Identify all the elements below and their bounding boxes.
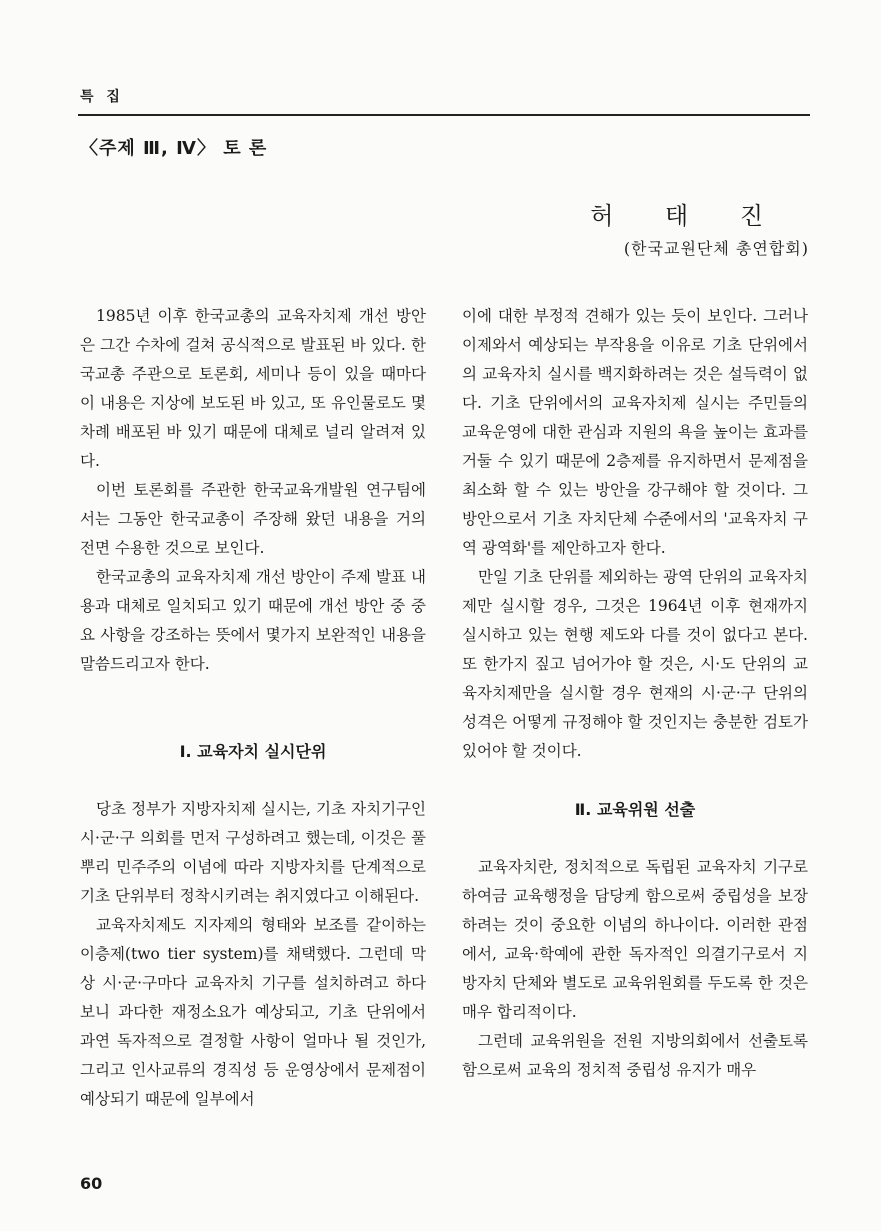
section-heading: Ⅰ. 교육자치 실시단위 [179,742,327,761]
paragraph: 교육자치제도 지자제의 형태와 보조를 같이하는 이층제(two tier system)를 채택했다. 그런데 막상 시·군·구마다 교육자치 기구를 설치하려고 하다보니 과다한 재정소요가 예상되고, 기초 단위에서 과연 독자적으로 결정할 사항이 얼마나 될 것인가, 그리고 인사교류의 경직성 등 운영상에서 문제점이 예상되기 때문에 일부에서 [80,916,426,1108]
paragraph: 만일 기초 단위를 제외하는 광역 단위의 교육자치제만 실시할 경우, 그것은 1964년 이후 현재까지 실시하고 있는 현행 제도와 다를 것이 없다고 본다. 또 한가지 짚고 넘어가야 할 것은, 시·도 단위의 교육자치제만을 실시할 경우 현재의 시·군·구 단위의 성격은 어떻게 규정해야 할 것인지는 충분한 검토가 있어야 할 것이다. [462,568,808,760]
author-affiliation: (한국교원단체 총연합회) [623,239,809,258]
topic-title: 〈주제 Ⅲ, Ⅳ〉 토 론 [80,138,268,159]
paragraph: 당초 정부가 지방자치제 실시는, 기초 자치기구인 시·군·구 의회를 먼저 구성하려고 했는데, 이것은 풀뿌리 민주주의 이념에 따라 지방자치를 단계적으로 기초 단위부터 정착시키려는 취지였다고 이해된다. [80,800,426,905]
paragraph: 1985년 이후 한국교총의 교육자치제 개선 방안은 그간 수차에 걸쳐 공식적으로 발표된 바 있다. 한국교총 주관으로 토론회, 세미나 등이 있을 때마다 이 내용은 지상에 보도된 바 있고, 또 유인물로도 몇 차례 배포된 바 있기 때문에 대체로 널리 알려져 있다. [80,307,426,470]
section-tag: 특 집 [80,89,124,105]
spacer [80,679,426,708]
paragraph: 교육자치란, 정치적으로 독립된 교육자치 기구로 하여금 교육행정을 담당케 함으로써 중립성을 보장하려는 것이 중요한 이념의 하나이다. 이러한 관점에서, 교육·학예에 관한 독자적인 의결기구로서 지방자치 단체와 별도로 교육위원회를 두도록 한 것은 매우 합리적이다. [462,858,808,1021]
author-name: 허 태 진 [590,202,785,230]
right-column [462,302,808,1085]
paragraph: 이에 대한 부정적 견해가 있는 듯이 보인다. 그러나 이제와서 예상되는 부작용을 이유로 기초 단위에서의 교육자치 실시를 백지화하려는 것은 설득력이 없다. 기초 단위에서의 교육자치제 실시는 주민들의 교육운영에 대한 관심과 지원의 욕을 높이는 효과를 거둘 수 있기 때문에 2층제를 유지하면서 문제점을 최소화 할 수 있는 방안을 강구해야 할 것이다. 그 방안으로서 기초 자치단체 수준에서의 '교육자치 구역 광역화'를 제안하고자 한다. [462,307,808,557]
spacer [80,708,426,737]
section-heading: Ⅱ. 교육위원 선출 [574,800,696,819]
spacer [80,766,426,795]
page-number: 60 [80,1174,103,1193]
paragraph: 이번 토론회를 주관한 한국교육개발원 연구팀에서는 그동안 한국교총이 주장해 왔던 내용을 거의 전면 수용한 것으로 보인다. [80,481,426,557]
spacer [462,824,808,853]
paragraph: 그런데 교육위원을 전원 지방의회에서 선출토록 함으로써 교육의 정치적 중립성 유지가 매우 [462,1032,808,1079]
header-rule [78,114,810,116]
left-column [80,302,426,1114]
paragraph: 한국교총의 교육자치제 개선 방안이 주제 발표 내용과 대체로 일치되고 있기 때문에 개선 방안 중 중요 사항을 강조하는 뜻에서 몇가지 보완적인 내용을 말씀드리고자 한다. [80,568,426,673]
spacer [462,766,808,795]
